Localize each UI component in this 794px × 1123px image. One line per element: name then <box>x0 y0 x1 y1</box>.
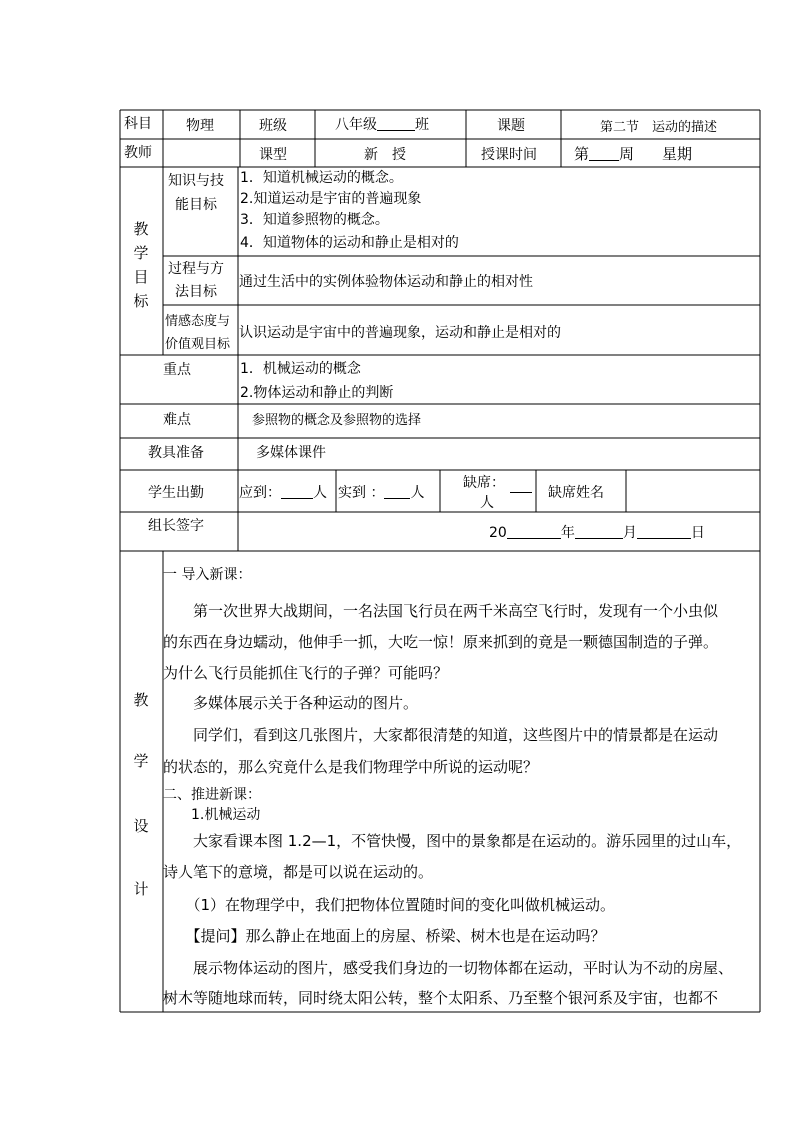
signature-label: 组长签字 <box>148 518 204 534</box>
design-line: 大家看课本图 1.2—1，不管快慢，图中的景象都是在运动的。游乐园里的过山车， <box>163 832 742 850</box>
emotion-label-line2: 价值观目标 <box>165 337 231 352</box>
design-line: 第一次世界大战期间，一名法国飞行员在两千米高空飞行时，发现有一个小虫似 <box>163 602 719 620</box>
design-line: 展示物体运动的图片，感受我们身边的一切物体都在运动，平时认为不动的房屋、 <box>163 959 734 977</box>
design-line: 的状态的，那么究竟什么是我们物理学中所说的运动呢？ <box>163 758 539 776</box>
list-item: 3．知道参照物的概念。 <box>240 212 389 228</box>
process-label-line1: 过程与方 <box>168 261 224 277</box>
difficulty-text: 参照物的概念及参照物的选择 <box>252 413 422 428</box>
list-item: 2.知道运动是宇宙的普遍现象 <box>240 191 422 207</box>
subject-label: 科目 <box>124 116 152 132</box>
design-line: 为什么飞行员能抓住飞行的子弹？可能吗？ <box>163 664 449 682</box>
design-line: 【提问】那么静止在地面上的房屋、桥梁、树木也是在运动吗？ <box>163 927 606 945</box>
emotion-goal-text: 认识运动是宇宙中的普遍现象，运动和静止是相对的 <box>239 325 561 341</box>
absent-count-blank <box>510 492 532 493</box>
list-item: 4．知道物体的运动和静止是相对的 <box>240 235 459 251</box>
signature-date: 20 年 月 日 <box>489 525 705 541</box>
design-line: （1）在物理学中，我们把物体位置随时间的变化叫做机械运动。 <box>163 896 616 914</box>
design-line: 的东西在身边蠕动，他伸手一抓，大吃一惊！原来抓到的竟是一颗德国制造的子弹。 <box>163 633 719 651</box>
design-line: 诗人笔下的意境，都是可以说在运动的。 <box>163 863 434 881</box>
knowledge-label-line1: 知识与技 <box>168 173 224 189</box>
absent-count-top: 缺席： <box>463 475 505 491</box>
attendance-actual: 实到 ： 人 <box>338 485 425 501</box>
difficulty-label: 难点 <box>163 412 191 428</box>
type-label: 课型 <box>259 147 287 163</box>
list-item: 1．机械运动的概念 <box>240 361 361 377</box>
list-item: 1．知道机械运动的概念。 <box>240 170 403 186</box>
design-line: 树木等随地球而转，同时绕太阳公转，整个太阳系、乃至整个银河系及宇宙，也都不 <box>163 989 719 1007</box>
absent-names-label: 缺席姓名 <box>548 485 604 501</box>
design-line: 1.机械运动 <box>163 807 261 823</box>
list-item: 2.物体运动和静止的判断 <box>240 385 394 401</box>
key-points-label: 重点 <box>163 362 191 378</box>
class-label: 班级 <box>259 118 287 134</box>
time-value: 第 周 星期 <box>574 145 693 163</box>
attendance-expected: 应到： 人 <box>239 485 327 501</box>
type-value: 新 授 <box>364 147 406 163</box>
absent-count-bottom: 人 <box>480 495 494 511</box>
design-line: 一 导入新课： <box>163 567 252 583</box>
design-line: 二、推进新课： <box>163 787 261 803</box>
attendance-label: 学生出勤 <box>148 485 204 501</box>
equipment-label: 教具准备 <box>148 445 204 461</box>
design-line: 多媒体展示关于各种运动的图片。 <box>163 694 419 712</box>
knowledge-label-line2: 能目标 <box>175 197 217 213</box>
topic-value: 第二节 运动的描述 <box>600 120 718 135</box>
topic-label: 课题 <box>497 118 525 134</box>
design-line: 同学们，看到这几张图片，大家都很清楚的知道，这些图片中的情景都是在运动 <box>163 726 719 744</box>
process-goal-text: 通过生活中的实例体验物体运动和静止的相对性 <box>239 274 533 290</box>
equipment-text: 多媒体课件 <box>256 445 326 461</box>
class-value: 八年级 班 <box>335 117 429 133</box>
time-label: 授课时间 <box>481 147 537 163</box>
subject-value: 物理 <box>186 118 214 134</box>
process-label-line2: 法目标 <box>175 284 217 300</box>
teacher-label: 教师 <box>124 145 152 161</box>
emotion-label-line1: 情感态度与 <box>165 314 231 329</box>
